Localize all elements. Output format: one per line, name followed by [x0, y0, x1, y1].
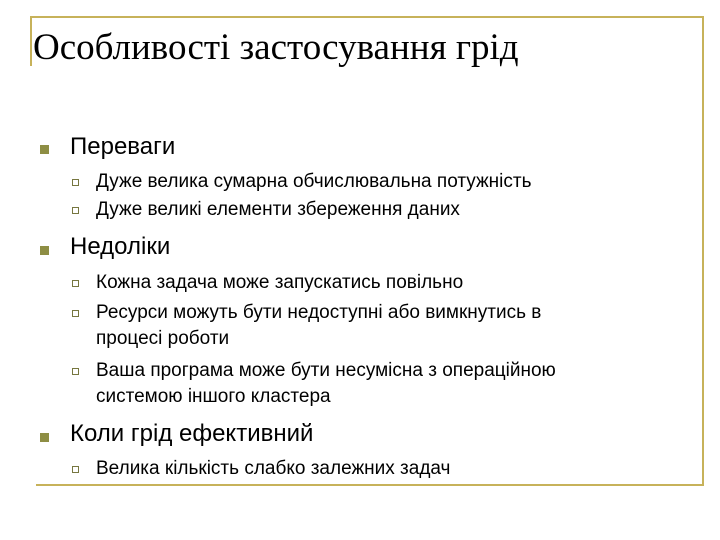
- section-heading: Недоліки: [70, 233, 171, 260]
- list-item-line: системою іншого кластера: [96, 386, 331, 407]
- hollow-square-bullet-icon: [72, 207, 79, 214]
- section-heading: Коли грід ефективний: [70, 420, 314, 447]
- square-bullet-icon: [40, 145, 49, 154]
- list-item: Велика кількість слабко залежних задач: [96, 458, 451, 479]
- frame-left-border: [30, 16, 32, 66]
- list-item: Кожна задача може запускатись повільно: [96, 272, 464, 293]
- hollow-square-bullet-icon: [72, 179, 79, 186]
- square-bullet-icon: [40, 246, 49, 255]
- frame-right-border: [702, 16, 704, 486]
- hollow-square-bullet-icon: [72, 368, 79, 375]
- list-item-line: процесі роботи: [96, 328, 230, 349]
- list-item-line: Ваша програма може бути несумісна з операційною: [96, 360, 556, 381]
- hollow-square-bullet-icon: [72, 466, 79, 473]
- frame-top-border: [30, 16, 704, 18]
- list-item: Дуже великі елементи збереження даних: [96, 199, 460, 220]
- list-item-line: Ресурси можуть бути недоступні або вимкнутись в: [96, 302, 542, 323]
- slide-title: Особливості застосування грід: [33, 27, 519, 68]
- section-heading: Переваги: [70, 133, 176, 160]
- square-bullet-icon: [40, 433, 49, 442]
- hollow-square-bullet-icon: [72, 310, 79, 317]
- frame-bottom-border: [36, 484, 704, 486]
- hollow-square-bullet-icon: [72, 280, 79, 287]
- list-item: Дуже велика сумарна обчислювальна потужність: [96, 171, 532, 192]
